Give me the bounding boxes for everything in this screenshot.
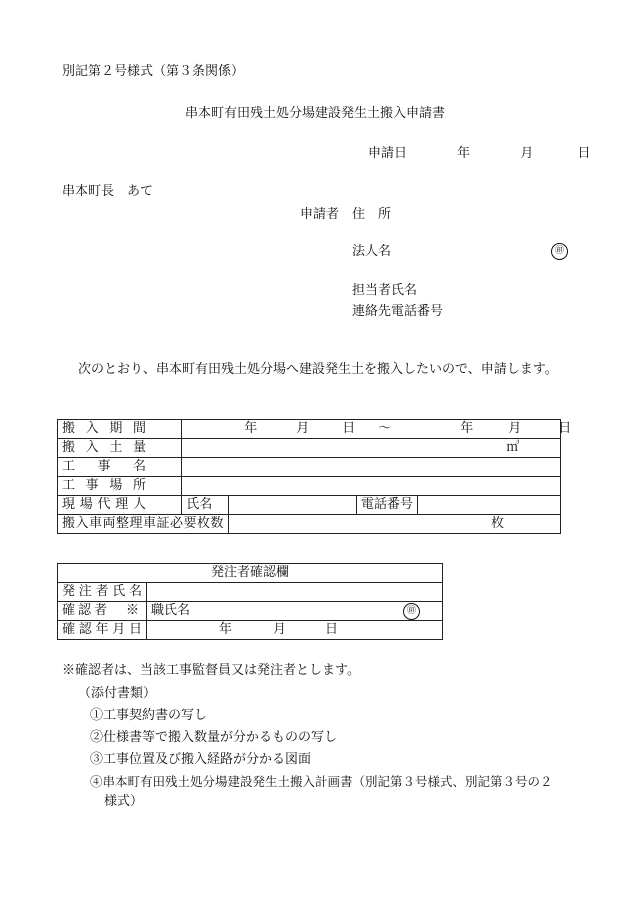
volume-label: 搬 入 土 量 [58, 439, 182, 458]
table-row [58, 496, 561, 515]
confirmation-header: 発注者確認欄 [58, 564, 443, 583]
table-row [58, 602, 443, 621]
confirm-date-label: 確 認 年 月 日 [58, 621, 147, 640]
orderer-value[interactable] [147, 583, 443, 602]
attachment-item: ④串本町有田残土処分場建設発生土搬入計画書（別記第３号様式、別記第３号の２ [90, 774, 553, 789]
period-day-start: 日 [342, 421, 356, 436]
work-name-label: 工 事 名 [58, 458, 182, 477]
table-row [58, 458, 561, 477]
period-value[interactable] [182, 420, 572, 439]
table-row [58, 420, 561, 439]
agent-tel-label: 電話番号 [357, 496, 418, 515]
table-row [58, 477, 561, 496]
attachment-item: ③工事位置及び搬入経路が分かる図面 [90, 752, 312, 767]
cert-count-unit: 枚 [491, 516, 505, 531]
cert-count-value[interactable] [229, 515, 561, 534]
volume-value[interactable] [182, 439, 561, 458]
date-day: 日 [577, 146, 591, 161]
applicant-label: 申請者 [300, 207, 340, 222]
period-year-start: 年 [244, 421, 258, 436]
volume-unit: ㎥ [506, 440, 520, 455]
attachment-item: ①工事契約書の写し [90, 708, 208, 723]
period-label: 搬 入 期 間 [58, 420, 182, 439]
confirm-month: 月 [273, 622, 287, 637]
body-text: 次のとおり、串本町有田残土処分場へ建設発生土を搬入したいので、申請します。 [78, 362, 558, 377]
period-separator: ～ [378, 421, 392, 436]
address-label: 住 所 [352, 207, 392, 222]
confirm-date-value[interactable] [147, 621, 443, 640]
period-month-end: 月 [508, 421, 522, 436]
work-place-label: 工 事 場 所 [58, 477, 182, 496]
attachment-item-continued: 様式） [104, 794, 144, 809]
work-place-value[interactable] [182, 477, 561, 496]
date-year: 年 [457, 146, 471, 161]
period-day-end: 日 [558, 421, 572, 436]
date-label: 申請日 [368, 146, 408, 161]
application-table [57, 419, 572, 534]
agent-label: 現 場 代 理 人 [58, 496, 182, 515]
orderer-confirmation-table [57, 563, 443, 640]
confirmer-value[interactable] [147, 602, 443, 621]
contact-person-label: 担当者氏名 [352, 283, 418, 298]
work-name-value[interactable] [182, 458, 561, 477]
table-row [58, 621, 443, 640]
application-date [368, 146, 590, 162]
corp-name-label: 法人名 [352, 244, 392, 259]
date-month: 月 [520, 146, 534, 161]
form-label: 別記第２号様式（第３条関係） [62, 64, 245, 79]
confirmer-note: ※確認者は、当該工事監督員又は発注者とします。 [62, 663, 360, 678]
period-year-end: 年 [460, 421, 474, 436]
agent-tel-value[interactable] [418, 496, 561, 515]
period-month-start: 月 [296, 421, 310, 436]
addressee: 串本町長 あて [62, 184, 154, 199]
agent-name-value[interactable] [229, 496, 357, 515]
cert-count-label: 搬入車両整理車証必要枚数 [58, 515, 229, 534]
table-row [58, 564, 443, 583]
table-row [58, 439, 561, 458]
title-name-label: 職氏名 [151, 603, 191, 618]
table-row [58, 515, 561, 534]
attachments-heading: （添付書類） [78, 686, 157, 701]
document-title: 串本町有田残土処分場建設発生土搬入申請書 [184, 106, 445, 121]
attachment-item: ②仕様書等で搬入数量が分かるものの写し [90, 730, 338, 745]
table-row [58, 583, 443, 602]
agent-name-label: 氏名 [182, 496, 229, 515]
confirm-day: 日 [325, 622, 339, 637]
confirmer-label: 確認者 ※ [58, 602, 147, 621]
orderer-label: 発 注 者 氏 名 [58, 583, 147, 602]
seal-icon: ㊞ [403, 603, 420, 620]
contact-phone-label: 連絡先電話番号 [352, 304, 444, 319]
confirm-year: 年 [219, 622, 233, 637]
seal-icon: ㊞ [551, 243, 568, 260]
